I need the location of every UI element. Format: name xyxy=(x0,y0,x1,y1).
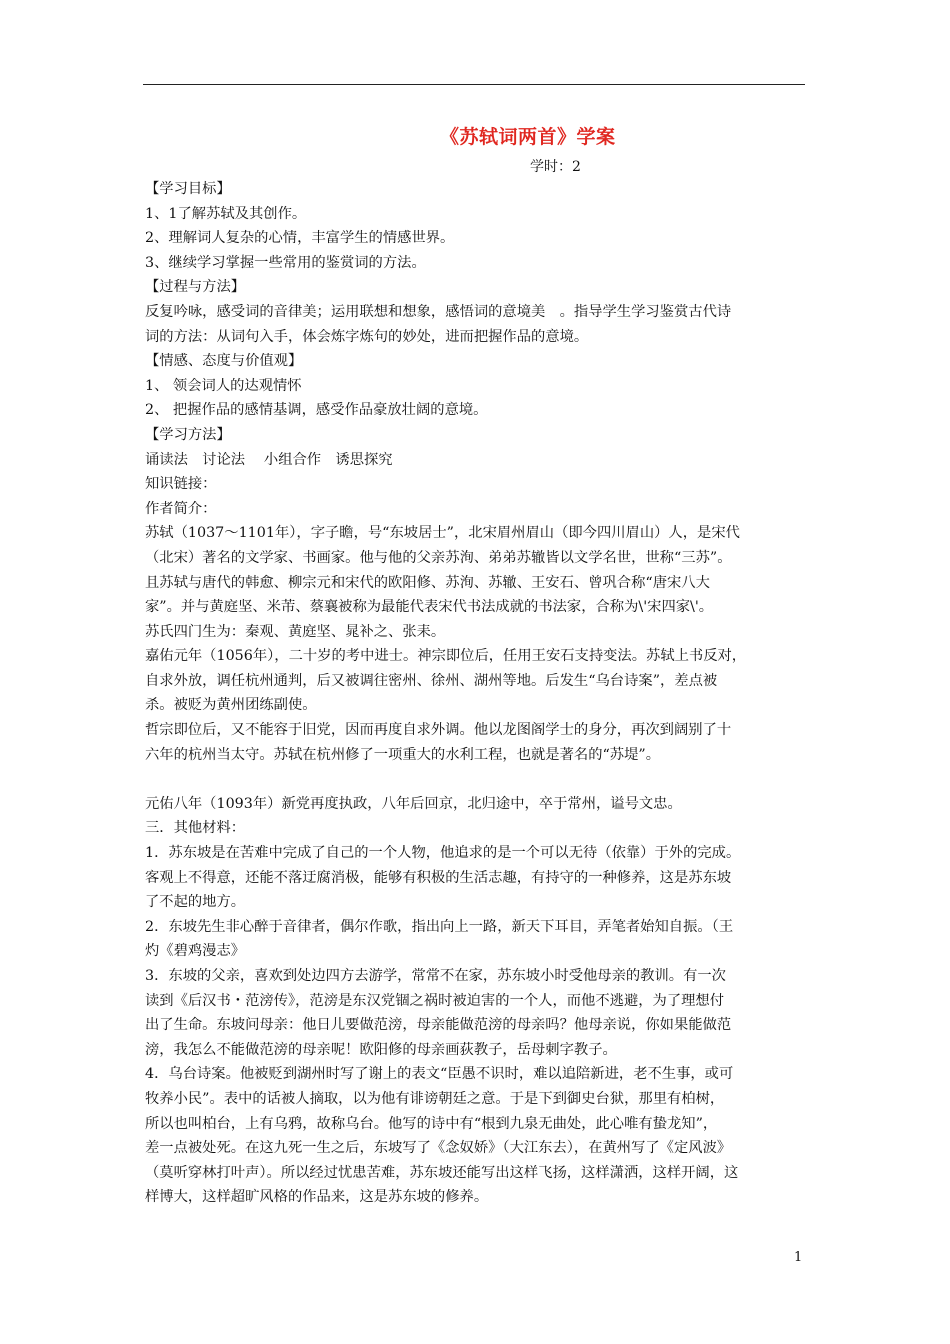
text-line: 六年的杭州当太守。苏轼在杭州修了一项重大的水利工程，也就是著名的“苏堤”。 xyxy=(145,746,661,763)
header-rule xyxy=(143,84,805,85)
text-line: 诵读法 讨论法 小组合作 诱思探究 xyxy=(145,451,393,468)
text-line: 出了生命。东坡问母亲：他日儿要做范滂，母亲能做范滂的母亲吗？他母亲说，你如果能做范 xyxy=(145,1017,732,1034)
text-line: 三．其他材料： xyxy=(145,820,246,837)
text-line: 家”。并与黄庭坚、米芾、蔡襄被称为最能代表宋代书法成就的书法家，合称为\'宋四家\'。 xyxy=(145,599,714,616)
text-line: 反复吟咏，感受词的音律美；运用联想和想象，感悟词的意境美 。指导学生学习鉴赏古代诗 xyxy=(145,303,732,320)
page-number: 1 xyxy=(794,1250,803,1265)
text-line: 3、继续学习掌握一些常用的鉴赏词的方法。 xyxy=(145,254,426,271)
text-line: 4．乌台诗案。他被贬到湖州时写了谢上的表文“臣愚不识时，难以追陪新进，老不生事，或可 xyxy=(145,1066,734,1083)
text-line: 自求外放，调任杭州通判，后又被调往密州、徐州、湖州等地。后发生“乌台诗案”，差点被 xyxy=(145,672,718,689)
document-body xyxy=(145,177,810,1210)
text-line: 且苏轼与唐代的韩愈、柳宗元和宋代的欧阳修、苏洵、苏辙、王安石、曾巩合称“唐宋八大 xyxy=(145,574,710,591)
text-line: 差一点被处死。在这九死一生之后，东坡写了《念奴娇》（大江东去），在黄州写了《定风波》 xyxy=(145,1140,732,1157)
text-line: 1、1了解苏轼及其创作。 xyxy=(145,205,307,222)
text-line: 苏氏四门生为：秦观、黄庭坚、晁补之、张耒。 xyxy=(145,623,446,640)
text-line: 了不起的地方。 xyxy=(145,894,246,911)
text-line: 【学习目标】 xyxy=(145,181,231,197)
text-line: 哲宗即位后，又不能容于旧党，因而再度自求外调。他以龙图阁学士的身分，再次到阔别了十 xyxy=(145,722,732,739)
text-line: 【过程与方法】 xyxy=(145,279,246,296)
text-line: 所以也叫柏台，上有乌鸦，故称乌台。他写的诗中有“根到九泉无曲处，此心唯有蛰龙知”， xyxy=(145,1115,718,1132)
text-line: 词的方法：从词句入手，体会炼字炼句的妙处，进而把握作品的意境。 xyxy=(145,328,589,345)
text-line: 嘉佑元年（1056年），二十岁的考中进士。神宗即位后，任用王安石支持变法。苏轼上书反对， xyxy=(145,648,747,665)
text-line: 3．东坡的父亲，喜欢到处边四方去游学，常常不在家，苏东坡小时受他母亲的教训。有一次 xyxy=(145,968,726,984)
document-title: 《苏轼词两首》学案 xyxy=(440,126,616,148)
text-line: 读到《后汉书・范滂传》，范滂是东汉党锢之祸时被迫害的一个人，而他不逃避，为了理想付 xyxy=(145,992,725,1009)
text-line: 苏轼（1037～1101年），字子瞻，号“东坡居士”，北宋眉州眉山（即今四川眉山）人，是宋代 xyxy=(145,525,740,542)
text-line: 2．东坡先生非心醉于音律者，偶尔作歌，指出向上一路，新天下耳目，弄笔者始知自振。（王 xyxy=(145,918,734,935)
text-line: 杀。被贬为黄州团练副使。 xyxy=(145,697,317,714)
text-line: 1．苏东坡是在苦难中完成了自己的一个人物，他追求的是一个可以无待（依靠）于外的完成。 xyxy=(145,845,741,862)
text-line: 知识链接： xyxy=(145,476,217,493)
text-line: 样博大，这样超旷风格的作品来，这是苏东坡的修养。 xyxy=(145,1189,489,1206)
text-line: 客观上不得意，还能不落迂腐消极，能够有积极的生活志趣，有持守的一种修养，这是苏东坡 xyxy=(145,869,732,886)
text-line: 牧养小民”。表中的话被人摘取，以为他有诽谤朝廷之意。于是下到御史台狱，那里有柏树， xyxy=(145,1090,725,1107)
text-line: 作者简介： xyxy=(145,500,217,517)
text-line: 灼《碧鸡漫志》 xyxy=(145,943,246,960)
text-line: （北宋）著名的文学家、书画家。他与他的父亲苏洵、弟弟苏辙皆以文学名世，世称“三苏”。 xyxy=(145,549,732,566)
blank-line xyxy=(145,767,810,792)
text-line: 2、理解词人复杂的心情，丰富学生的情感世界。 xyxy=(145,230,455,247)
text-line: （莫听穿林打叶声）。所以经过忧患苦难，苏东坡还能写出这样飞扬，这样潇洒，这样开阔，这 xyxy=(145,1164,739,1181)
text-line: 【学习方法】 xyxy=(145,426,231,443)
text-line: 【情感、态度与价值观】 xyxy=(145,353,303,370)
class-hours: 学时：2 xyxy=(530,159,581,175)
text-line: 元佑八年（1093年）新党再度执政，八年后回京，北归途中，卒于常州，谥号文忠。 xyxy=(145,795,682,812)
text-line: 2、 把握作品的感情基调，感受作品豪放壮阔的意境。 xyxy=(145,402,488,419)
text-line: 1、 领会词人的达观情怀 xyxy=(145,377,302,394)
text-line: 滂，我怎么不能做范滂的母亲呢！欧阳修的母亲画荻教子，岳母刺字教子。 xyxy=(145,1041,617,1058)
